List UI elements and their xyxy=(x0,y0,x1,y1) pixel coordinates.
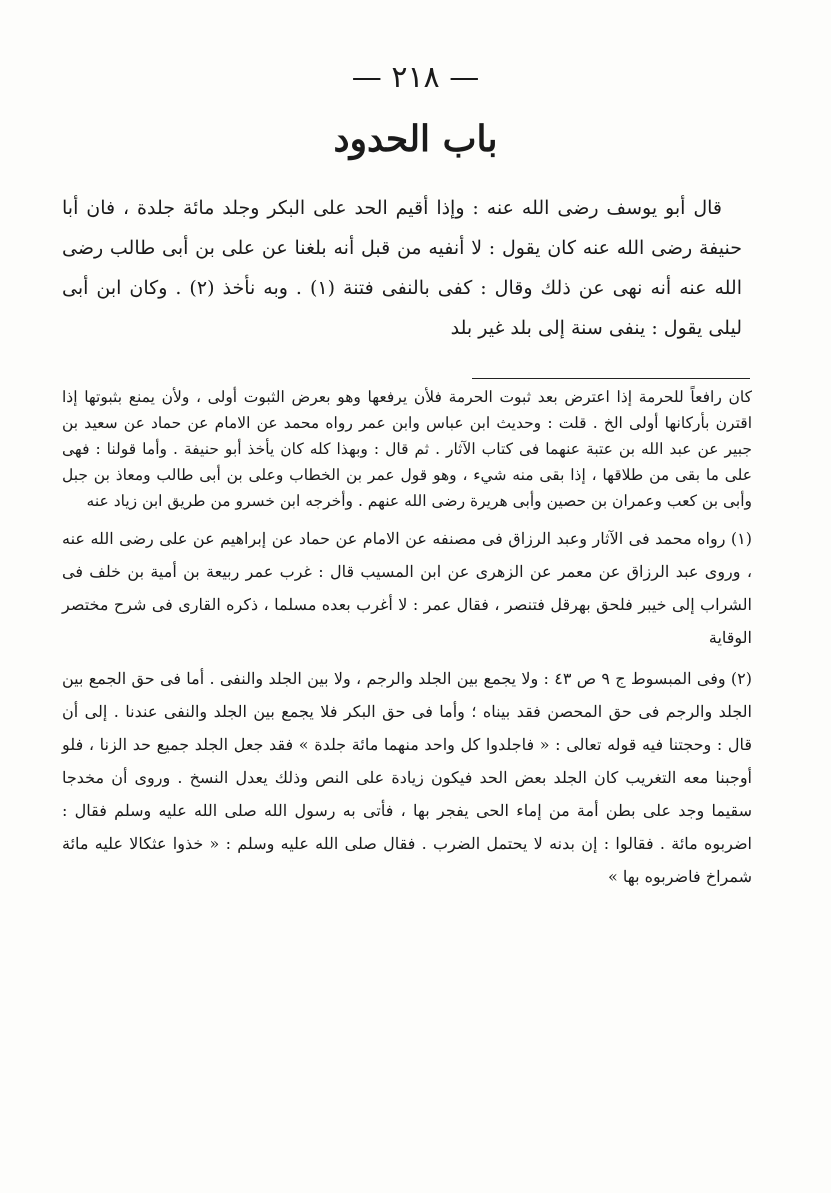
chapter-title: باب الحدود xyxy=(333,118,498,160)
footnote-2: (٢) وفى المبسوط ج ٩ ص ٤٣ : ولا يجمع بين الجلد والرجم ، ولا بين الجلد والنفى . أما فى حق الجمع بين الجلد والرجم فى حق المحصن فقد بيناه ؛ وأما فى حق البكر فلا يجمع بين الجلد والنفى عندنا . إلى أن قال : وحجتنا فيه قوله تعالى : « فاجلدوا كل واحد منهما مائة جلدة » فقد جعل الجلد جميع حد الزنا ، فلو أوجبنا معه التغريب كان الجلد بعض الحد فيكون زيادة على النص وذلك يعدل النسخ . وروى أن مخدجا سقيما وجد على بطن أمة من إماء الحى يفجر بها ، فأتى به رسول الله صلى الله عليه وسلم فقال : اضربوه مائة . فقالوا : إن بدنه لا يحتمل الضرب . فقال صلى الله عليه وسلم : « خذوا عثكالا عليه مائة شمراخ فاضربوه بها » xyxy=(62,669,753,886)
footnotes xyxy=(62,384,752,899)
main-paragraph: قال أبو يوسف رضى الله عنه : وإذا أقيم الحد على البكر وجلد مائة جلدة ، فان أبا حنيفة رضى الله عنه كان يقول : لا أنفيه من قبل أنه بلغنا عن على بن أبى طالب رضى الله عنه أنه نهى عن ذلك وقال : كفى بالنفى فتنة (١) . وبه نأخذ (٢) . وكان ابن أبى ليلى يقول : ينفى سنة إلى بلد غير بلد xyxy=(62,197,743,339)
footnote-continuation: كان رافعاً للحرمة إذا اعترض بعد ثبوت الحرمة فلأن يرفعها وهو بعرض الثبوت أولى ، ولأن يمنع بثبوتها إذا اقترن بأركانها أولى الخ . قلت : وحديث ابن عباس وابن عمر رواه محمد عن الامام عن حماد عن سعيد بن جبير عن عبد الله بن عتبة عنهما فى كتاب الآثار . ثم قال : وبهذا كله كان يأخذ أبو حنيفة . وأما قولنا : فهى على ما بقى من طلاقها ، إذا بقى منه شيء ، وهو قول عمر بن الخطاب وعلى بن أبى طالب ومعاذ بن جبل وأبى بن كعب وعمران بن حصين وأبى هريرة رضى الله عنهم . وأخرجه ابن خسرو من طريق ابن زياد عنه xyxy=(62,388,752,510)
footnote-separator xyxy=(472,378,750,379)
main-text xyxy=(62,188,742,348)
footnote-1: (١) رواه محمد فى الآثار وعبد الرزاق فى مصنفه عن الامام عن حماد عن إبراهيم عن على رضى الله عنه ، وروى عبد الرزاق عن معمر عن الزهرى عن ابن المسيب قال : غرب عمر ربيعة بن أمية بن خلف فى الشراب إلى خيبر فلحق بهرقل فتنصر ، فقال عمر : لا أغرب بعده مسلما ، ذكره القارى فى شرح مختصر الوقاية xyxy=(62,529,752,647)
page-number: — ٢١٨ — xyxy=(351,60,480,95)
